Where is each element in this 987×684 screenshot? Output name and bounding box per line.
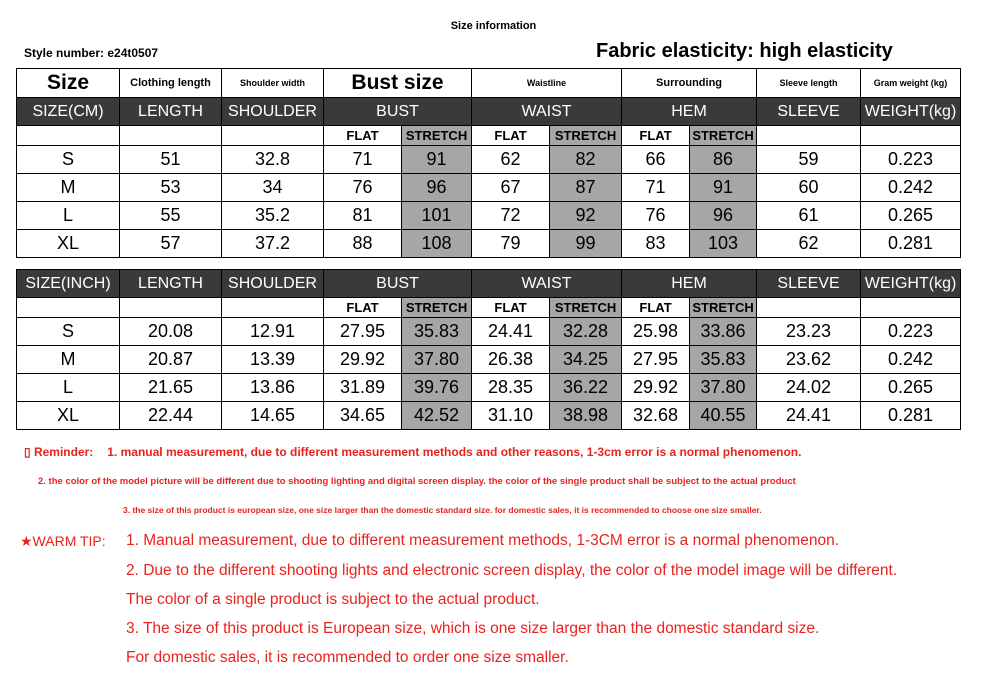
header-hem: HEM (622, 98, 757, 126)
col-name-hem: Surrounding (622, 69, 757, 98)
reminder-line-3: 3. the size of this product is european size, one size larger than the domestic standard size. for domestic sales, it is recommended to choose one size smaller. (123, 505, 762, 515)
warm-tip-label: ★WARM TIP: (20, 533, 106, 549)
cell-size: S (17, 318, 120, 346)
cell-sleeve: 24.41 (757, 402, 861, 430)
cell-waist-flat: 72 (472, 202, 550, 230)
header-size: SIZE(INCH) (17, 270, 120, 298)
cell-bust-stretch: 35.83 (402, 318, 472, 346)
table-row (17, 374, 961, 402)
table-row (17, 202, 961, 230)
cell-bust-stretch: 39.76 (402, 374, 472, 402)
cell-bust-stretch: 108 (402, 230, 472, 258)
col-name-waist: Waistline (472, 69, 622, 98)
header-row (17, 270, 961, 298)
cell-hem-flat: 32.68 (622, 402, 690, 430)
cell-size: L (17, 374, 120, 402)
cell-shoulder: 37.2 (222, 230, 324, 258)
cell-waist-flat: 62 (472, 146, 550, 174)
cell-size: XL (17, 402, 120, 430)
waist-flat-label: FLAT (472, 298, 550, 318)
cell-waist-flat: 24.41 (472, 318, 550, 346)
col-name-bust: Bust size (324, 69, 472, 98)
cell-size: XL (17, 230, 120, 258)
cell-sleeve: 62 (757, 230, 861, 258)
cell-length: 51 (120, 146, 222, 174)
cell-shoulder: 14.65 (222, 402, 324, 430)
header-size: SIZE(CM) (17, 98, 120, 126)
hem-flat-label: FLAT (622, 298, 690, 318)
header-waist: WAIST (472, 270, 622, 298)
col-name-size: Size (17, 69, 120, 98)
cell-waist-stretch: 32.28 (550, 318, 622, 346)
bust-stretch-label: STRETCH (402, 298, 472, 318)
table-row (17, 174, 961, 202)
cell-hem-flat: 83 (622, 230, 690, 258)
reminder-line-1 (24, 445, 801, 459)
cell-waist-flat: 28.35 (472, 374, 550, 402)
cell-shoulder: 34 (222, 174, 324, 202)
column-name-row (17, 69, 961, 98)
hem-stretch-label: STRETCH (690, 298, 757, 318)
cell-shoulder: 35.2 (222, 202, 324, 230)
inch-table-body (17, 318, 961, 430)
cell-waist-flat: 26.38 (472, 346, 550, 374)
cell-hem-flat: 76 (622, 202, 690, 230)
cell-length: 21.65 (120, 374, 222, 402)
header-weight: WEIGHT(kg) (861, 270, 961, 298)
col-name-shoulder: Shoulder width (222, 69, 324, 98)
cell-size: M (17, 346, 120, 374)
cell-hem-stretch: 33.86 (690, 318, 757, 346)
cell-length: 57 (120, 230, 222, 258)
flat-stretch-row (17, 126, 961, 146)
bust-flat-label: FLAT (324, 298, 402, 318)
waist-stretch-label: STRETCH (550, 298, 622, 318)
flat-stretch-row (17, 298, 961, 318)
warm-tip-line-1: 1. Manual measurement, due to different measurement methods, 1-3CM error is a normal phenomenon. (126, 532, 840, 549)
cell-weight: 0.265 (861, 374, 961, 402)
cell-bust-flat: 27.95 (324, 318, 402, 346)
cell-hem-flat: 71 (622, 174, 690, 202)
cell-bust-flat: 34.65 (324, 402, 402, 430)
cm-table-body (17, 146, 961, 258)
cell-sleeve: 61 (757, 202, 861, 230)
cell-waist-stretch: 82 (550, 146, 622, 174)
cell-bust-stretch: 91 (402, 146, 472, 174)
cell-hem-stretch: 86 (690, 146, 757, 174)
header-length: LENGTH (120, 98, 222, 126)
cell-sleeve: 23.23 (757, 318, 861, 346)
cell-bust-stretch: 37.80 (402, 346, 472, 374)
warm-tip-line-4: 3. The size of this product is European size, which is one size larger than the domestic standard size. (126, 620, 820, 637)
cell-hem-stretch: 40.55 (690, 402, 757, 430)
warm-tip-line-3: The color of a single product is subject to the actual product. (126, 591, 540, 608)
cell-hem-stretch: 91 (690, 174, 757, 202)
col-name-weight: Gram weight (kg) (861, 69, 961, 98)
cell-weight: 0.281 (861, 402, 961, 430)
cell-hem-flat: 27.95 (622, 346, 690, 374)
header-length: LENGTH (120, 270, 222, 298)
header-sleeve: SLEEVE (757, 270, 861, 298)
cell-shoulder: 13.86 (222, 374, 324, 402)
reminder-line-2: 2. the color of the model picture will be different due to shooting lighting and digital screen display. the color of the single product shall be subject to the actual product (38, 476, 796, 487)
cell-hem-flat: 66 (622, 146, 690, 174)
cell-bust-flat: 71 (324, 146, 402, 174)
cell-bust-flat: 29.92 (324, 346, 402, 374)
cell-bust-flat: 76 (324, 174, 402, 202)
cell-weight: 0.242 (861, 174, 961, 202)
cell-hem-flat: 29.92 (622, 374, 690, 402)
table-row (17, 318, 961, 346)
header-shoulder: SHOULDER (222, 98, 324, 126)
cell-size: M (17, 174, 120, 202)
cell-length: 20.08 (120, 318, 222, 346)
page-title: Size information (450, 20, 537, 32)
table-row (17, 146, 961, 174)
cell-sleeve: 60 (757, 174, 861, 202)
warm-tip-line-2: 2. Due to the different shooting lights and electronic screen display, the color of the model image will be different. (126, 562, 898, 579)
cell-waist-flat: 79 (472, 230, 550, 258)
header-waist: WAIST (472, 98, 622, 126)
header-bust: BUST (324, 270, 472, 298)
cell-weight: 0.223 (861, 318, 961, 346)
header-shoulder: SHOULDER (222, 270, 324, 298)
cell-length: 53 (120, 174, 222, 202)
cell-waist-stretch: 87 (550, 174, 622, 202)
cell-size: L (17, 202, 120, 230)
cell-bust-stretch: 42.52 (402, 402, 472, 430)
cell-bust-stretch: 101 (402, 202, 472, 230)
cell-waist-stretch: 34.25 (550, 346, 622, 374)
cell-hem-stretch: 37.80 (690, 374, 757, 402)
cell-waist-flat: 31.10 (472, 402, 550, 430)
header-sleeve: SLEEVE (757, 98, 861, 126)
hem-flat-label: FLAT (622, 126, 690, 146)
cell-shoulder: 13.39 (222, 346, 324, 374)
cell-length: 22.44 (120, 402, 222, 430)
bust-flat-label: FLAT (324, 126, 402, 146)
cell-sleeve: 23.62 (757, 346, 861, 374)
cell-weight: 0.223 (861, 146, 961, 174)
cell-waist-stretch: 38.98 (550, 402, 622, 430)
cell-bust-flat: 81 (324, 202, 402, 230)
col-name-sleeve: Sleeve length (757, 69, 861, 98)
cell-size: S (17, 146, 120, 174)
cell-shoulder: 32.8 (222, 146, 324, 174)
size-table-cm (16, 68, 961, 258)
cell-bust-flat: 31.89 (324, 374, 402, 402)
cell-hem-flat: 25.98 (622, 318, 690, 346)
cell-length: 20.87 (120, 346, 222, 374)
hem-stretch-label: STRETCH (690, 126, 757, 146)
fabric-elasticity: Fabric elasticity: high elasticity (596, 40, 893, 62)
table-row (17, 346, 961, 374)
cell-waist-stretch: 99 (550, 230, 622, 258)
cell-bust-flat: 88 (324, 230, 402, 258)
cell-hem-stretch: 103 (690, 230, 757, 258)
cell-weight: 0.281 (861, 230, 961, 258)
header-bust: BUST (324, 98, 472, 126)
cell-waist-flat: 67 (472, 174, 550, 202)
header-hem: HEM (622, 270, 757, 298)
waist-stretch-label: STRETCH (550, 126, 622, 146)
header-weight: WEIGHT(kg) (861, 98, 961, 126)
reminder-text-1: 1. manual measurement, due to different measurement methods and other reasons, 1-3cm error is a normal phenomenon. (107, 445, 802, 459)
waist-flat-label: FLAT (472, 126, 550, 146)
cell-hem-stretch: 96 (690, 202, 757, 230)
cell-hem-stretch: 35.83 (690, 346, 757, 374)
table-row (17, 230, 961, 258)
cell-bust-stretch: 96 (402, 174, 472, 202)
table-row (17, 402, 961, 430)
cell-sleeve: 24.02 (757, 374, 861, 402)
col-name-length: Clothing length (120, 69, 222, 98)
warm-tip-line-5: For domestic sales, it is recommended to order one size smaller. (126, 649, 569, 666)
cell-sleeve: 59 (757, 146, 861, 174)
bust-stretch-label: STRETCH (402, 126, 472, 146)
cell-waist-stretch: 92 (550, 202, 622, 230)
cell-weight: 0.265 (861, 202, 961, 230)
reminder-label: ▯ Reminder: (24, 445, 94, 459)
size-table-inch (16, 269, 961, 430)
cell-weight: 0.242 (861, 346, 961, 374)
cell-waist-stretch: 36.22 (550, 374, 622, 402)
header-row (17, 98, 961, 126)
cell-length: 55 (120, 202, 222, 230)
style-number: Style number: e24t0507 (24, 46, 159, 60)
cell-shoulder: 12.91 (222, 318, 324, 346)
